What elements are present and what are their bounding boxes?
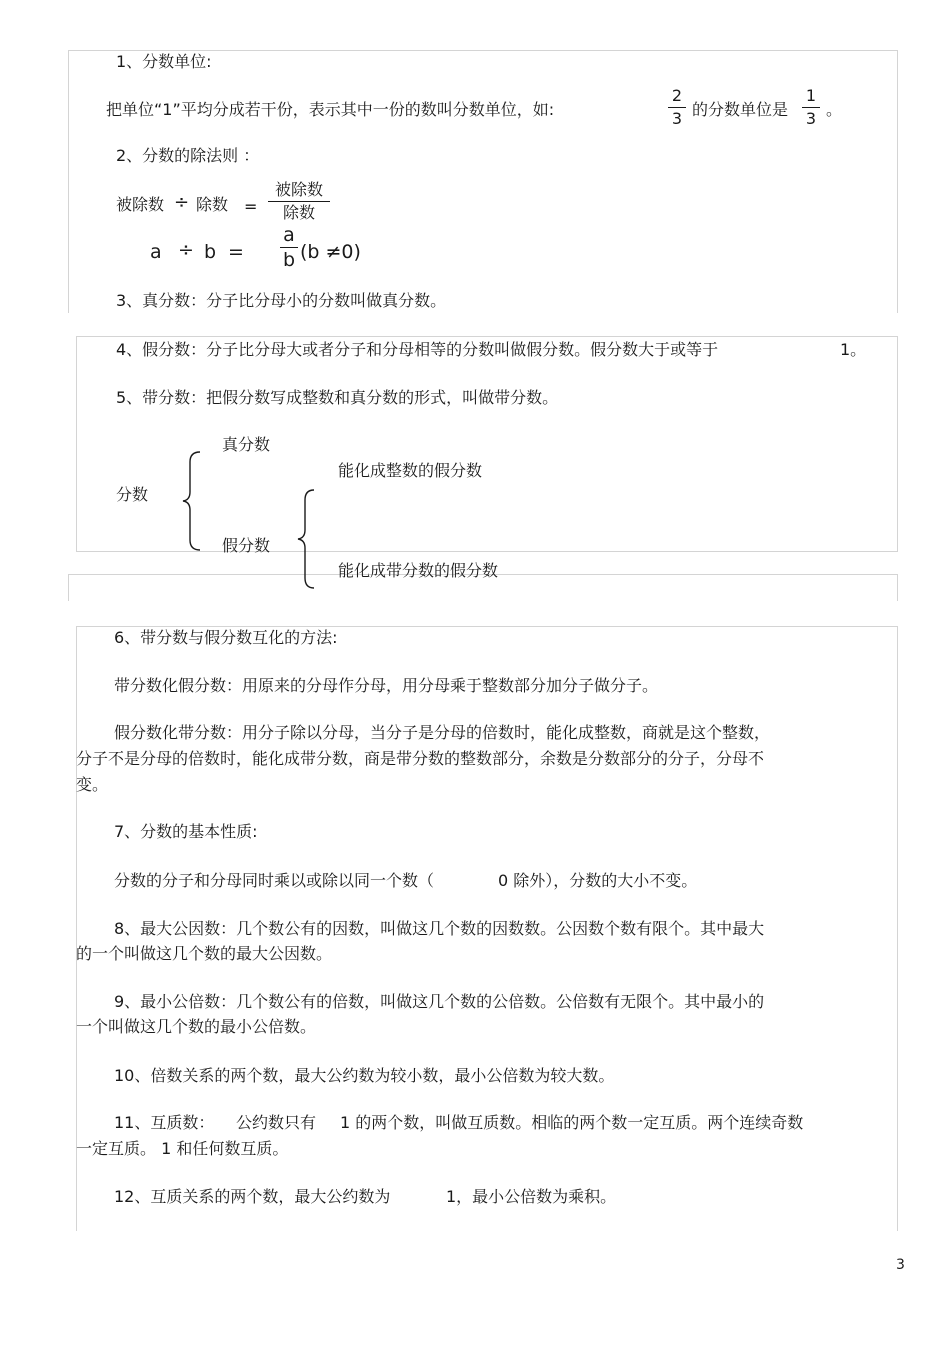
s4-value: 1。 (840, 340, 867, 359)
s11-line2: 一定互质。 1 和任何数互质。 (76, 1139, 289, 1158)
formula-condition: (b ≠0) (300, 241, 361, 263)
s3-text: 3、真分数：分子比分母小的分数叫做真分数。 (116, 291, 447, 310)
unit-fraction-numerator: 1 (805, 86, 817, 105)
division-dividend: 被除数 (116, 195, 165, 214)
fraction-bar (668, 107, 686, 108)
s7-text-b: 0 除外），分数的大小不变。 (498, 871, 698, 890)
s6-mixed-to-improper: 带分数化假分数：用原来的分母作分母，用分母乘于整数部分加分子做分子。 (114, 676, 659, 695)
s1-example-mid: 的分数单位是 (692, 100, 789, 119)
example-fraction (668, 86, 686, 129)
brace-icon (180, 450, 204, 552)
s11-line1-b: 公约数只有 (236, 1113, 317, 1132)
s12-text-a: 12、互质关系的两个数，最大公约数为 (114, 1187, 391, 1206)
fraction-bar (268, 201, 330, 202)
page-number: 3 (896, 1257, 905, 1273)
s2-heading: 2、分数的除法则 ： (116, 146, 260, 165)
unit-fraction (802, 86, 820, 129)
s12-text-b: 1，最小公倍数为乘积。 (446, 1187, 617, 1206)
s6-improper-to-mixed-line3: 变。 (76, 775, 109, 794)
s1-example-end: 。 (826, 100, 843, 119)
s8-line2: 的一个叫做这几个数的最大公因数。 (76, 944, 333, 963)
fraction-bar (280, 247, 298, 248)
s1-heading: 1、分数单位: (116, 52, 212, 71)
s6-improper-to-mixed-line1: 假分数化带分数：用分子除以分母，当分子是分母的倍数时，能化成整数，商就是这个整数， (114, 723, 771, 742)
formula-fraction (280, 224, 298, 271)
s6-improper-to-mixed-line2: 分子不是分母的倍数时，能化成带分数，商是带分数的整数部分，余数是分数部分的分子，分母不 (76, 749, 765, 768)
s9-line1: 9、最小公倍数：几个数公有的倍数，叫做这几个数的公倍数。公倍数有无限个。其中最小的 (114, 992, 765, 1011)
brace-icon (296, 488, 318, 590)
division-fraction-denominator: 除数 (282, 203, 315, 222)
s5-text: 5、带分数：把假分数写成整数和真分数的形式，叫做带分数。 (116, 388, 559, 407)
section-frame-1 (68, 50, 898, 313)
s1-definition: 把单位“1”平均分成若干份，表示其中一份的数叫分数单位，如: (106, 100, 555, 119)
s10-text: 10、倍数关系的两个数，最大公约数为较小数，最小公倍数为较大数。 (114, 1066, 615, 1085)
unit-fraction-denominator: 3 (805, 109, 817, 128)
formula-a: a (150, 241, 162, 263)
formula-b: b (204, 241, 217, 263)
division-sign: ÷ (174, 192, 190, 213)
fraction-bar (802, 107, 820, 108)
example-fraction-denominator: 3 (671, 109, 683, 128)
formula-fraction-numerator: a (283, 224, 295, 246)
formula-div-sign: ÷ (178, 239, 194, 261)
tree-to-mixed: 能化成带分数的假分数 (338, 561, 499, 580)
tree-to-integer: 能化成整数的假分数 (338, 461, 483, 480)
division-fraction-numerator: 被除数 (274, 180, 323, 199)
s8-line1: 8、最大公因数：几个数公有的因数，叫做这几个数的因数数。公因数个数有限个。其中最大 (114, 919, 765, 938)
s11-line1-c: 1 的两个数，叫做互质数。相临的两个数一定互质。两个连续奇数 (340, 1113, 804, 1132)
formula-fraction-denominator: b (282, 249, 296, 271)
s6-heading: 6、带分数与假分数互化的方法: (114, 628, 338, 647)
tree-improper: 假分数 (222, 536, 271, 555)
tree-proper: 真分数 (222, 435, 271, 454)
tree-root: 分数 (116, 485, 149, 504)
division-divisor: 除数 (196, 195, 229, 214)
formula-equals: = (228, 241, 244, 263)
division-fraction (268, 180, 330, 223)
s7-heading: 7、分数的基本性质: (114, 822, 258, 841)
equals-sign: = (244, 197, 258, 216)
s9-line2: 一个叫做这几个数的最小公倍数。 (76, 1017, 317, 1036)
example-fraction-numerator: 2 (671, 86, 683, 105)
s7-text-a: 分数的分子和分母同时乘以或除以同一个数（ (114, 871, 435, 890)
s4-text: 4、假分数：分子比分母大或者分子和分母相等的分数叫做假分数。假分数大于或等于 (116, 340, 719, 359)
s11-line1-a: 11、互质数： (114, 1113, 215, 1132)
